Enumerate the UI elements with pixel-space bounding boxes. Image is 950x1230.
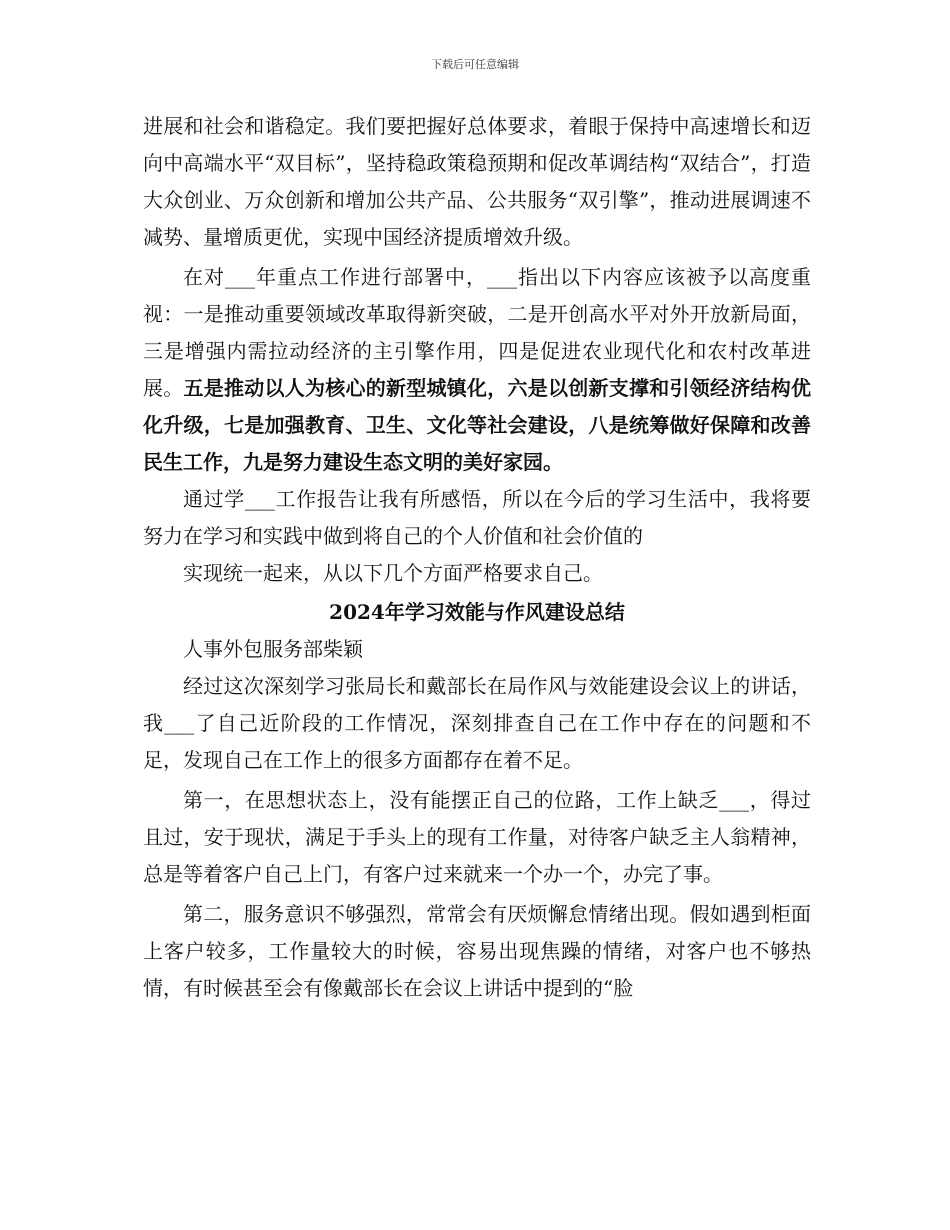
paragraph-1: 进展和社会和谐稳定。我们要把握好总体要求，着眼于保持中高速增长和迈向中高端水平“双目标”，坚持稳政策稳预期和促改革调结构“双结合”，打造大众创业、万众创新和增加公共产品、公共服务“双引擎”，推动进展调速不减势、量增质更优，实现中国经济提质增效升级。 [143,114,811,249]
author-line: 人事外包服务部柴颖 [183,637,363,661]
section-title: 2024年学习效能与作风建设总结 [329,600,625,624]
paragraph-2-bold-text: 五是推动以人为核心的新型城镇化，六是以创新支撑和引领经济结构优化升级，七是加强教育、卫生、文化等社会建设，八是统筹做好保障和改善民生工作，九是努力建设生态文明的美好家园。 [143,376,811,474]
paragraph-3: 通过学___工作报告让我有所感悟，所以在今后的学习生活中，我将要努力在学习和实践中做到将自己的个人价值和社会价值的 [143,487,811,548]
paragraph-5: 第一，在思想状态上，没有能摆正自己的位路，工作上缺乏___，得过且过，安于现状，满足于手头上的现有工作量，对待客户缺乏主人翁精神，总是等着客户自己上门，有客户过来就来一个办一个，办完了事。 [143,788,811,886]
paragraph-2-text: 在对___年重点工作进行部署中，___指出以下内容应该被予以高度重视：一是推动重要领域改革取得新突破，二是开创高水平对外开放新局面，三是增强内需拉动经济的主引擎作用，四是促进农业现代化和农村改革进展。 [143,265,811,400]
document-body [143,108,811,1007]
paragraph-4: 经过这次深刻学习张局长和戴部长在局作风与效能建设会议上的讲话，我___了自己近阶段的工作情况，深刻排查自己在工作中存在的问题和不足，发现自己在工作上的很多方面都存在着不足。 [143,674,811,772]
paragraph-6: 第二，服务意识不够强烈，常常会有厌烦懈怠情绪出现。假如遇到柜面上客户较多，工作量较大的时候，容易出现焦躁的情绪，对客户也不够热情，有时候甚至会有像戴部长在会议上讲话中提到的“脸 [143,902,811,1000]
paragraph-2 [143,259,811,481]
paragraph-3-continuation: 实现统一起来，从以下几个方面严格要求自己。 [183,561,603,585]
page-header: 下载后可任意编辑 [431,58,519,71]
